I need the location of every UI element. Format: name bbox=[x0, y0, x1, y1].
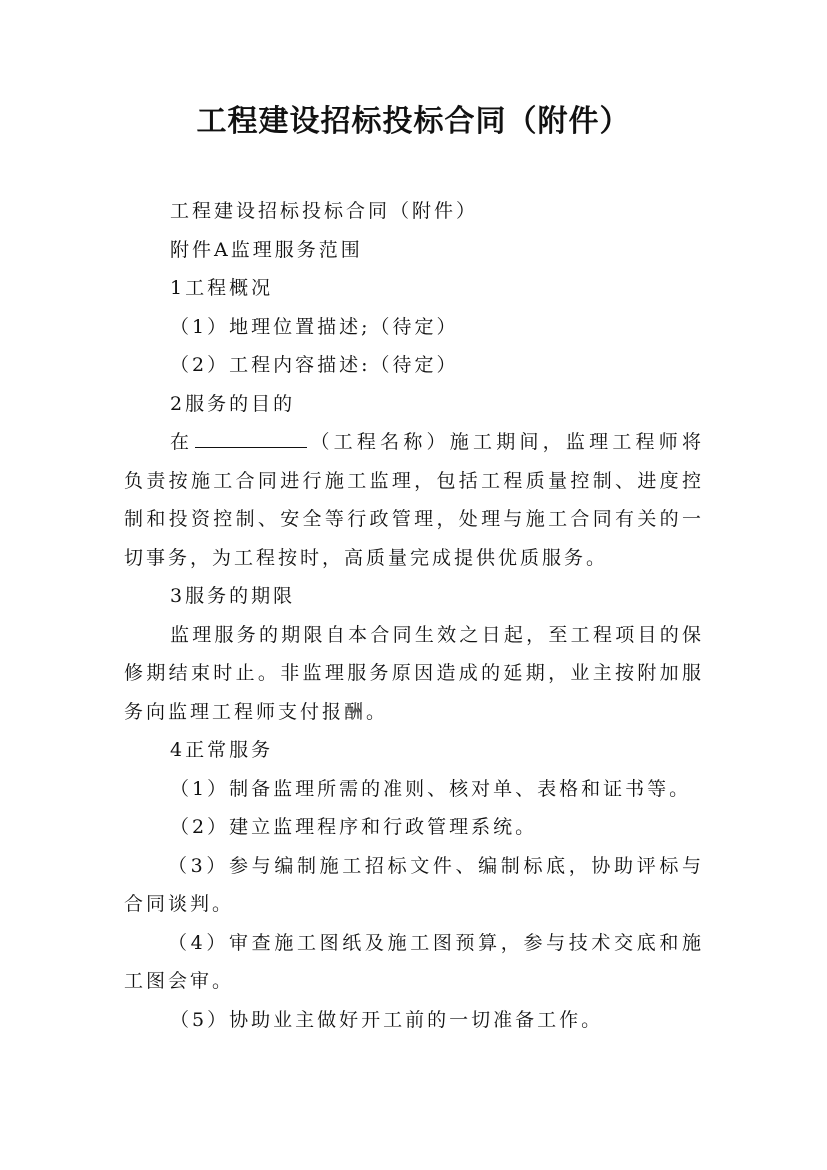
section-1-heading: 1工程概况 bbox=[170, 277, 274, 299]
section-2-heading: 2服务的目的 bbox=[170, 392, 296, 415]
section-2-paragraph bbox=[124, 423, 704, 577]
section-4-item-5: （5）协助业主做好开工前的一切准备工作。 bbox=[170, 1008, 604, 1031]
section-3-heading: 3服务的期限 bbox=[170, 585, 296, 607]
document-body bbox=[124, 192, 704, 1039]
section-3-paragraph: 监理服务的期限自本合同生效之日起，至工程项目的保修期结束时止。非监理服务原因造成的延期，业主按附加服务向监理工程师支付报酬。 bbox=[124, 623, 704, 723]
section-2-prefix: 在 bbox=[170, 431, 194, 453]
section-2-text: （工程名称）施工期间，监理工程师将负责按施工合同进行施工监理，包括工程质量控制、进度控制和投资控制、安全等行政管理，处理与施工合同有关的一切事务，为工程按时，高质量完成提供优质服务。 bbox=[124, 431, 704, 569]
subtitle: 工程建设招标投标合同（附件） bbox=[170, 200, 479, 222]
section-4-item-3: （3）参与编制施工招标文件、编制标底，协助评标与合同谈判。 bbox=[124, 854, 704, 915]
section-4-item-2: （2）建立监理程序和行政管理系统。 bbox=[170, 816, 538, 838]
section-4-item-4: （4）审查施工图纸及施工图预算，参与技术交底和施工图会审。 bbox=[124, 931, 704, 992]
project-name-blank bbox=[195, 425, 307, 448]
section-1-item-1: （1）地理位置描述;（待定） bbox=[170, 315, 459, 338]
section-1-item-2: （2）工程内容描述:（待定） bbox=[170, 354, 459, 376]
section-4-heading: 4正常服务 bbox=[170, 739, 274, 761]
annex-heading: 附件A监理服务范围 bbox=[170, 238, 363, 261]
document-title: 工程建设招标投标合同（附件） bbox=[196, 104, 631, 139]
section-4-item-1: （1）制备监理所需的准则、核对单、表格和证书等。 bbox=[170, 777, 692, 800]
